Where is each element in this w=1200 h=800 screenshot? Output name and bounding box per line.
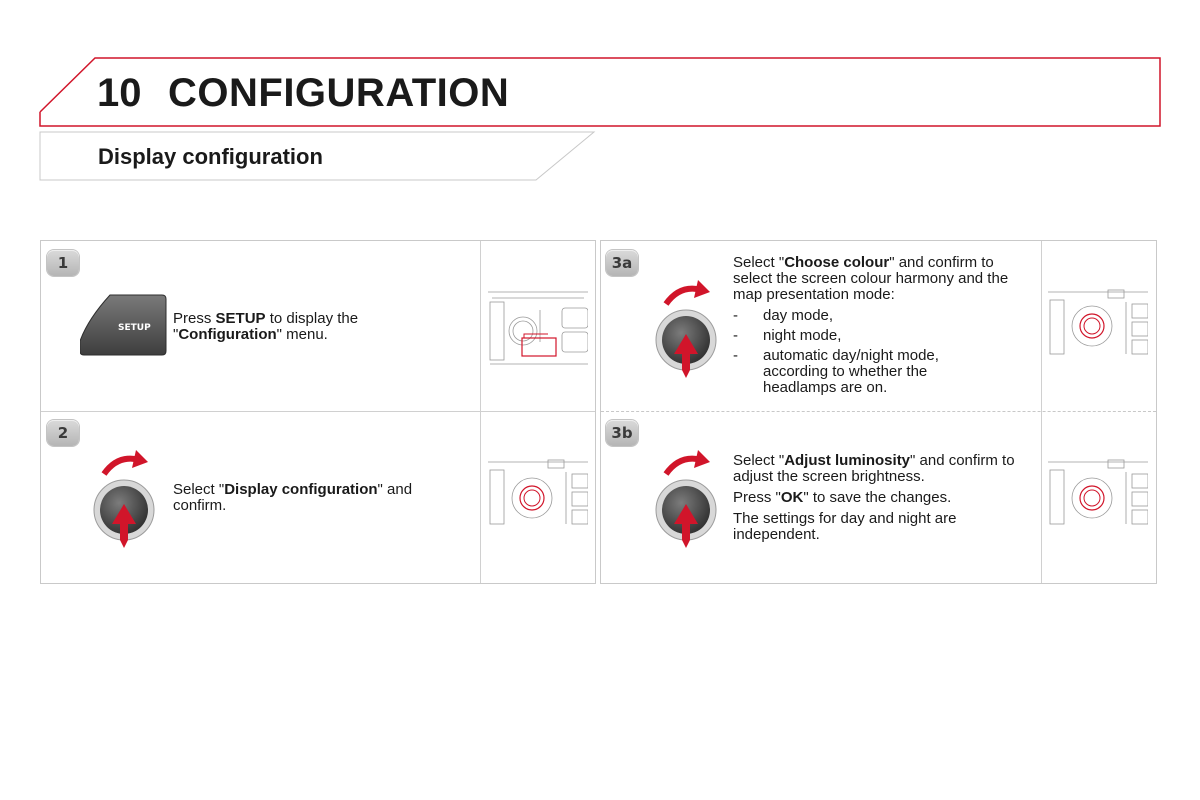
step-badge: 2 (47, 420, 79, 446)
chapter-number: 10 (97, 71, 142, 115)
panel-divider (480, 241, 481, 583)
control-panel-illustration (488, 286, 588, 366)
control-panel-illustration (1048, 458, 1148, 528)
control-panel-illustration (1048, 288, 1148, 358)
list-item: - day mode, (733, 307, 834, 324)
setup-button-icon (80, 293, 168, 357)
row-divider (41, 411, 595, 412)
step-3a-text: Select "Choose colour" and confirm to select the screen colour harmony and the map presentation mode: - day mode, - night mode, - automatic day/night mode, according to whether the headlamps are on. (733, 255, 1023, 400)
step-badge: 3a (606, 250, 638, 276)
list-item: - night mode, (733, 327, 842, 344)
rotary-knob-icon (650, 274, 722, 380)
chapter-title: CONFIGURATION (168, 71, 510, 115)
rotary-knob-icon (88, 444, 160, 550)
step-badge: 1 (47, 250, 79, 276)
step-1-text: Press SETUP to display the "Configuration" menu. (173, 310, 359, 343)
rotary-knob-icon (650, 444, 722, 550)
row-divider (601, 411, 1156, 412)
step-badge: 3b (606, 420, 638, 446)
control-panel-illustration (488, 458, 588, 528)
list-item: - automatic day/night mode, according to whether the headlamps are on. (733, 347, 939, 396)
section-title: Display configuration (98, 144, 323, 169)
panel-divider (1041, 241, 1042, 583)
mode-list (733, 308, 1023, 396)
step-2-text: Select "Display configuration" and confirm. (173, 481, 413, 514)
setup-key-label: SETUP (118, 323, 151, 333)
step-3b-text: Select "Adjust luminosity" and confirm to adjust the screen brightness. Press "OK" to save the changes. The settings for day and night are independent. (733, 452, 1015, 543)
